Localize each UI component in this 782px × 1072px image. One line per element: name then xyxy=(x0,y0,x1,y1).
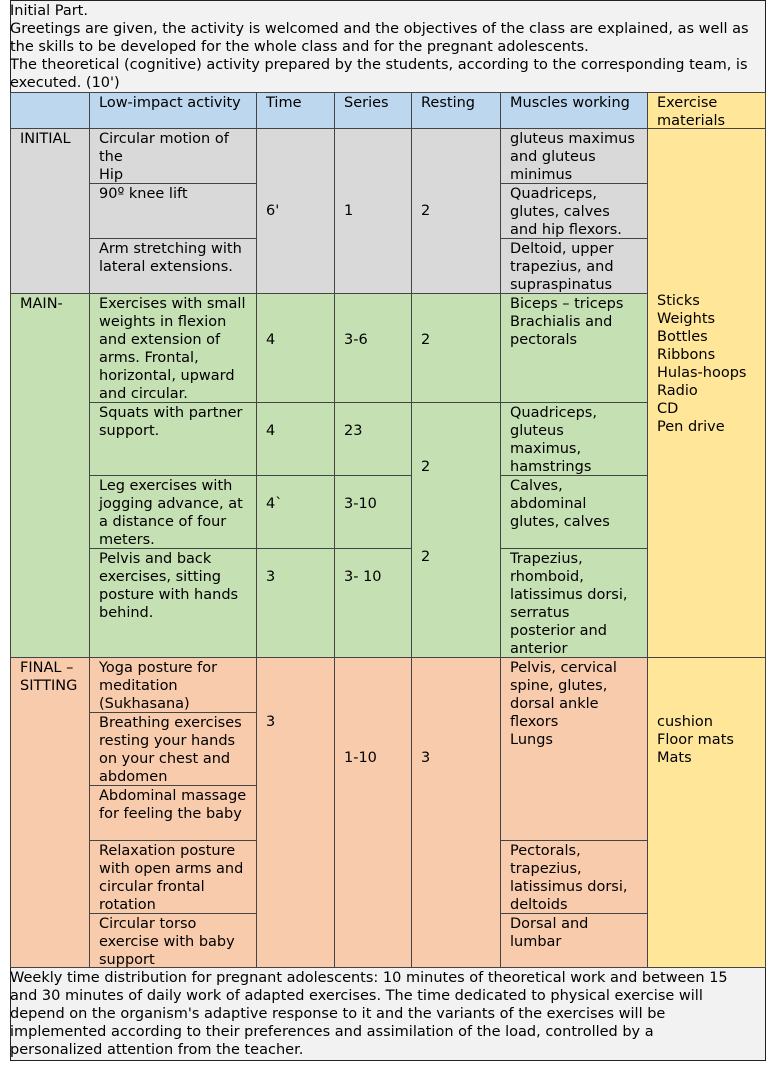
header-muscles: Muscles working xyxy=(500,92,648,129)
final-activity-2: Breathing exercises resting your hands on your chest and abdomen xyxy=(89,712,257,786)
initial-activity-1: Circular motion of the Hip xyxy=(89,128,257,184)
main-muscles-4: Trapezius, rhomboid, latissimus dorsi, serratus posterior and anterior xyxy=(500,548,648,658)
intro-text-2: The theoretical (cognitive) activity prepared by the students, according to the corresponding team, is executed. (10') xyxy=(10,57,748,91)
main-resting-1: 2 xyxy=(411,293,501,403)
final-series: 1-10 xyxy=(334,657,412,968)
main-time-4: 3 xyxy=(256,548,335,658)
final-activity-5: Circular torso exercise with baby support xyxy=(89,913,257,968)
initial-time: 6' xyxy=(256,128,335,294)
final-muscles-1: Pelvis, cervical spine, glutes, dorsal ankle flexors Lungs xyxy=(500,657,648,841)
initial-muscles-3: Deltoid, upper trapezius, and supraspinatus xyxy=(500,238,648,294)
header-time: Time xyxy=(256,92,335,129)
main-activity-2: Squats with partner support. xyxy=(89,402,257,476)
main-activity-3: Leg exercises with jogging advance, at a distance of four meters. xyxy=(89,475,257,549)
main-time-2: 4 xyxy=(256,402,335,476)
main-time-3: 4` xyxy=(256,475,335,549)
main-series-2: 23 xyxy=(334,402,412,476)
phase-initial: INITIAL xyxy=(10,128,90,294)
initial-muscles-1: gluteus maximus and gluteus minimus xyxy=(500,128,648,184)
main-time-1: 4 xyxy=(256,293,335,403)
initial-series: 1 xyxy=(334,128,412,294)
materials-final: cushion Floor mats Mats xyxy=(647,657,766,968)
final-activity-4: Relaxation posture with open arms and circular frontal rotation xyxy=(89,840,257,914)
header-resting: Resting xyxy=(411,92,501,129)
main-resting-3: 2 xyxy=(421,549,431,565)
initial-muscles-2: Quadriceps, glutes, calves and hip flexors. xyxy=(500,183,648,239)
initial-activity-3: Arm stretching with lateral extensions. xyxy=(89,238,257,294)
final-activity-3: Abdominal massage for feeling the baby xyxy=(89,785,257,841)
main-activity-1: Exercises with small weights in flexion and extension of arms. Frontal, horizontal, upward and circular. xyxy=(89,293,257,403)
header-activity: Low-impact activity xyxy=(89,92,257,129)
main-resting-group xyxy=(411,402,501,658)
initial-activity-2: 90º knee lift xyxy=(89,183,257,239)
main-activity-4: Pelvis and back exercises, sitting posture with hands behind. xyxy=(89,548,257,658)
main-series-3: 3-10 xyxy=(334,475,412,549)
final-resting: 3 xyxy=(411,657,501,968)
main-resting-2: 2 xyxy=(421,459,431,475)
initial-resting: 2 xyxy=(411,128,501,294)
phase-main: MAIN- xyxy=(10,293,90,658)
main-muscles-2: Quadriceps, gluteus maximus, hamstrings xyxy=(500,402,648,476)
final-muscles-3: Dorsal and lumbar xyxy=(500,913,648,968)
footer-note: Weekly time distribution for pregnant adolescents: 10 minutes of theoretical work and between 15 and 30 minutes of daily work of adapted exercises. The time dedicated to physical exercise will depend on the organism's adaptive response to it and the variants of the exercises will be implemented according to their preferences and assimilation of the load, controlled by a personalized attention from the teacher. xyxy=(10,970,728,1058)
header-phase-cell xyxy=(10,92,90,129)
header-series: Series xyxy=(334,92,412,129)
main-series-4: 3- 10 xyxy=(334,548,412,658)
intro-title: Initial Part. xyxy=(10,3,88,19)
final-activity-1: Yoga posture for meditation (Sukhasana) xyxy=(89,657,257,713)
phase-final: FINAL – SITTING xyxy=(10,657,90,968)
main-muscles-1: Biceps – triceps Brachialis and pectorals xyxy=(500,293,648,403)
main-series-1: 3-6 xyxy=(334,293,412,403)
header-materials: Exercise materials xyxy=(647,92,766,129)
final-muscles-2: Pectorals, trapezius, latissimus dorsi, deltoids xyxy=(500,840,648,914)
final-time: 3 xyxy=(256,657,335,968)
intro-block xyxy=(10,2,752,92)
materials-main: Sticks Weights Bottles Ribbons Hulas-hoops Radio CD Pen drive xyxy=(647,128,766,658)
intro-text-1: Greetings are given, the activity is welcomed and the objectives of the class are explained, as well as the skills to be developed for the whole class and for the pregnant adolescents. xyxy=(10,21,749,55)
main-muscles-3: Calves, abdominal glutes, calves xyxy=(500,475,648,549)
